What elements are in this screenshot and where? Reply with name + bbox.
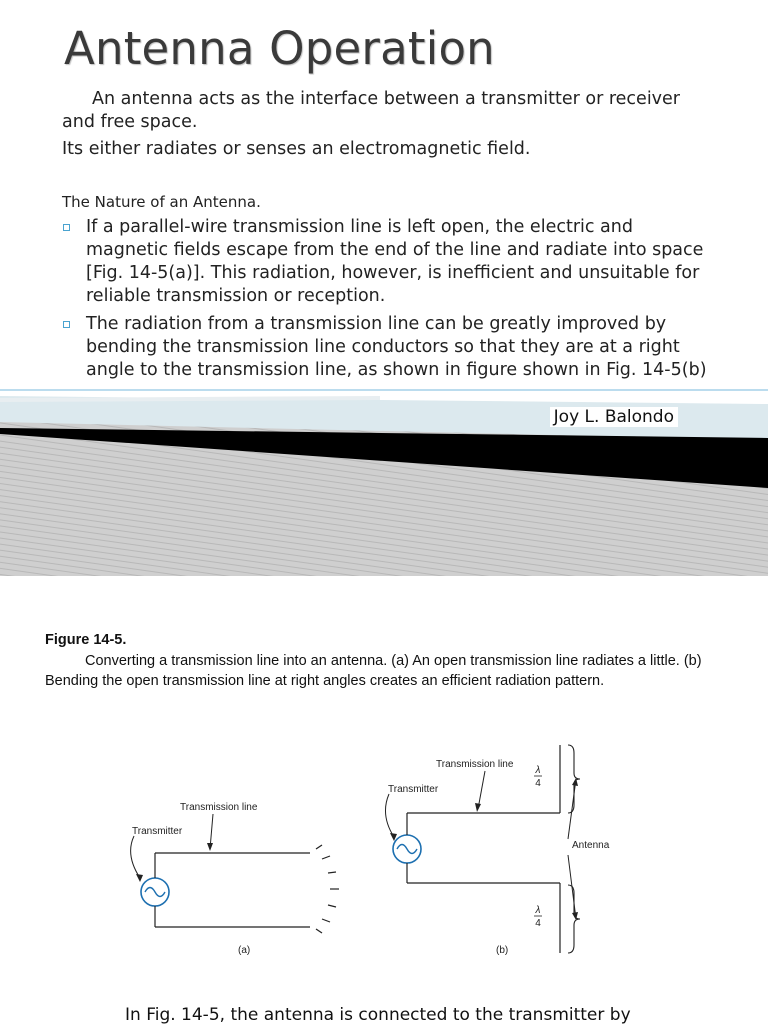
bullet-list: [62, 216, 712, 387]
diagram-part-b: [385, 745, 609, 956]
diagram-part-a: [131, 802, 339, 956]
part-a-label: (a): [238, 945, 251, 956]
intro-paragraph-1: An antenna acts as the interface between a transmitter or receiver and free space.: [62, 89, 681, 132]
transmission-line-label-a: Transmission line: [180, 802, 258, 813]
antenna-label: Antenna: [572, 840, 610, 851]
bullet-item: [62, 313, 712, 382]
bullet-text: If a parallel-wire transmission line is left open, the electric and magnetic fields escape from the end of the line and radiate into space [Fig. 14-5(a)]. This radiation, however, is inefficient and unsuitable for reliable transmission or reception.: [86, 217, 704, 306]
square-bullet-icon: [63, 224, 70, 231]
transmitter-label-b: Transmitter: [388, 784, 439, 795]
antenna-diagram: [110, 735, 650, 965]
section-heading-period: .: [256, 193, 261, 211]
transmitter-label-a: Transmitter: [132, 826, 183, 837]
radiation-marks: [316, 845, 339, 933]
transmission-line-label-b: Transmission line: [436, 759, 514, 770]
bottom-paragraph: In Fig. 14-5, the antenna is connected to the transmitter by: [125, 1005, 631, 1025]
bullet-text: The radiation from a transmission line can be greatly improved by bending the transmission line conductors so that they are at a right angle to the transmission line, as shown in figure shown in Fig. 14-5(b): [86, 314, 707, 380]
intro-text: [62, 88, 702, 161]
slide-title: Antenna Operation: [64, 22, 495, 75]
lambda-symbol-bottom: λ: [535, 905, 541, 916]
section-heading-text: The Nature of an Antenna: [62, 193, 257, 211]
figure-caption: [45, 630, 735, 692]
part-b-label: (b): [496, 945, 509, 956]
figure-caption-heading: Figure 14-5.: [45, 632, 127, 648]
figure-caption-text: Converting a transmission line into an antenna. (a) An open transmission line radiates a little. (b) Bending the open transmission line at right angles creates an efficient radiation pattern.: [45, 652, 702, 689]
author-name: Joy L. Balondo: [550, 407, 678, 427]
fraction-four-top: 4: [535, 778, 541, 789]
bullet-item: [62, 216, 712, 308]
square-bullet-icon: [63, 321, 70, 328]
fraction-four-bottom: 4: [535, 918, 541, 929]
section-heading: [62, 193, 261, 211]
lambda-symbol-top: λ: [535, 765, 541, 776]
intro-paragraph-2: Its either radiates or senses an electromagnetic field.: [62, 139, 531, 159]
